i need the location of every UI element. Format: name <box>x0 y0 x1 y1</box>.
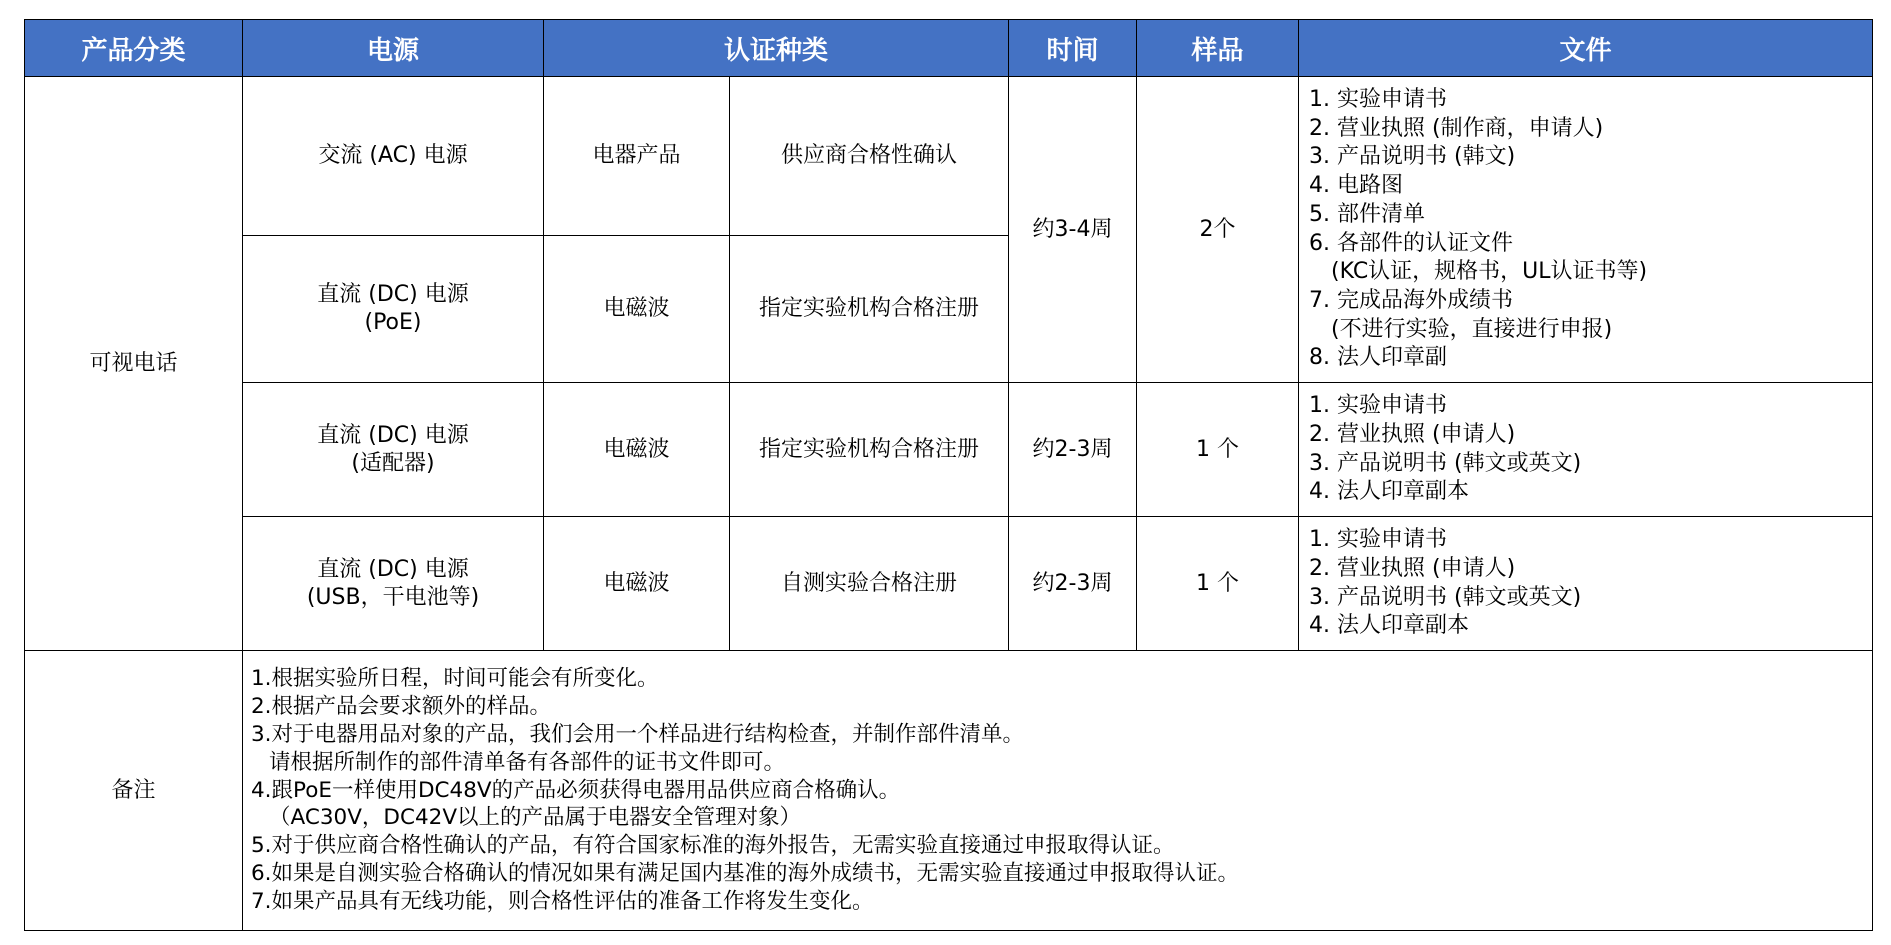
certification-table-container <box>24 19 1872 931</box>
time-cell: 约2-3周 <box>1009 517 1137 651</box>
sample-cell: 1 个 <box>1137 383 1299 517</box>
file-item: 4. 法人印章副本 <box>1309 613 1469 639</box>
file-item: 2. 营业执照 (申请人) <box>1309 555 1516 581</box>
power-line: 交流 (AC) 电源 <box>318 143 468 168</box>
remark-line: 3.对于电器用品对象的产品，我们会用一个样品进行结构检查，并制作部件清单。 <box>251 722 1025 747</box>
time-cell: 约3-4周 <box>1009 77 1137 383</box>
remark-line: 5.对于供应商合格性确认的产品，有符合国家标准的海外报告，无需实验直接通过申报取得认证。 <box>251 833 1175 859</box>
file-item: 3. 产品说明书 (韩文或英文) <box>1309 450 1582 476</box>
header-sample: 样品 <box>1137 20 1299 77</box>
remark-line: 1.根据实验所日程，时间可能会有所变化。 <box>251 666 659 692</box>
power-line: 直流 (DC) 电源 <box>317 556 469 582</box>
remarks-content <box>243 651 1873 931</box>
file-item: 2. 营业执照 (制作商，申请人) <box>1309 115 1604 141</box>
file-item: 2. 营业执照 (申请人) <box>1309 421 1516 447</box>
file-item: (不进行实验，直接进行申报) <box>1331 316 1613 342</box>
power-line: (USB，干电池等) <box>306 584 480 610</box>
header-row <box>25 20 1873 77</box>
file-item: 6. 各部件的认证文件 <box>1309 230 1513 256</box>
file-item: 3. 产品说明书 (韩文) <box>1309 144 1516 170</box>
file-item: 1. 实验申请书 <box>1309 527 1447 553</box>
header-files: 文件 <box>1299 20 1873 77</box>
file-item: 8. 法人印章副 <box>1309 345 1447 371</box>
product-category-cell: 可视电话 <box>25 77 243 651</box>
cert-a-cell: 电磁波 <box>544 236 730 383</box>
cert-b-cell: 指定实验机构合格注册 <box>730 383 1009 517</box>
files-cell <box>1299 77 1873 383</box>
remarks-label: 备注 <box>25 651 243 931</box>
power-line: 直流 (DC) 电源 <box>317 422 469 448</box>
power-cell <box>243 383 544 517</box>
header-power: 电源 <box>243 20 544 77</box>
file-item: 5. 部件清单 <box>1309 201 1425 227</box>
file-item: 3. 产品说明书 (韩文或英文) <box>1309 584 1582 610</box>
power-cell <box>243 236 544 383</box>
sample-cell: 1 个 <box>1137 517 1299 651</box>
table-row <box>25 77 1873 236</box>
table-row <box>25 517 1873 651</box>
remark-line: （AC30V，DC42V以上的产品属于电器安全管理对象） <box>269 805 802 831</box>
header-time: 时间 <box>1009 20 1137 77</box>
file-item: (KC认证，规格书，UL认证书等) <box>1331 259 1648 285</box>
files-cell <box>1299 517 1873 651</box>
cert-b-cell: 自测实验合格注册 <box>730 517 1009 651</box>
file-item: 7. 完成品海外成绩书 <box>1309 287 1513 313</box>
cert-b-cell: 指定实验机构合格注册 <box>730 236 1009 383</box>
file-item: 4. 电路图 <box>1309 173 1403 199</box>
remark-line: 7.如果产品具有无线功能，则合格性评估的准备工作将发生变化。 <box>251 888 874 914</box>
power-cell <box>243 77 544 236</box>
files-cell <box>1299 383 1873 517</box>
sample-cell: 2个 <box>1137 77 1299 383</box>
remark-line: 2.根据产品会要求额外的样品。 <box>251 694 552 720</box>
file-item: 1. 实验申请书 <box>1309 86 1447 112</box>
remark-line: 6.如果是自测实验合格确认的情况如果有满足国内基准的海外成绩书，无需实验直接通过申报取得认证。 <box>251 860 1240 886</box>
file-item: 1. 实验申请书 <box>1309 393 1447 419</box>
cert-a-cell: 电磁波 <box>544 517 730 651</box>
header-category: 产品分类 <box>25 20 243 77</box>
power-line: 直流 (DC) 电源 <box>317 282 469 307</box>
file-item: 4. 法人印章副本 <box>1309 479 1469 505</box>
power-line: (适配器) <box>351 450 435 476</box>
cert-b-cell: 供应商合格性确认 <box>730 77 1009 236</box>
time-cell: 约2-3周 <box>1009 383 1137 517</box>
remarks-row <box>25 651 1873 931</box>
cert-a-cell: 电器产品 <box>544 77 730 236</box>
power-line: (PoE) <box>364 310 422 335</box>
cert-a-cell: 电磁波 <box>544 383 730 517</box>
power-cell <box>243 517 544 651</box>
header-cert-type: 认证种类 <box>544 20 1009 77</box>
certification-table <box>24 19 1873 931</box>
remark-line: 请根据所制作的部件清单备有各部件的证书文件即可。 <box>269 749 786 775</box>
remark-line: 4.跟PoE一样使用DC48V的产品必须获得电器用品供应商合格确认。 <box>251 777 901 803</box>
table-row <box>25 383 1873 517</box>
